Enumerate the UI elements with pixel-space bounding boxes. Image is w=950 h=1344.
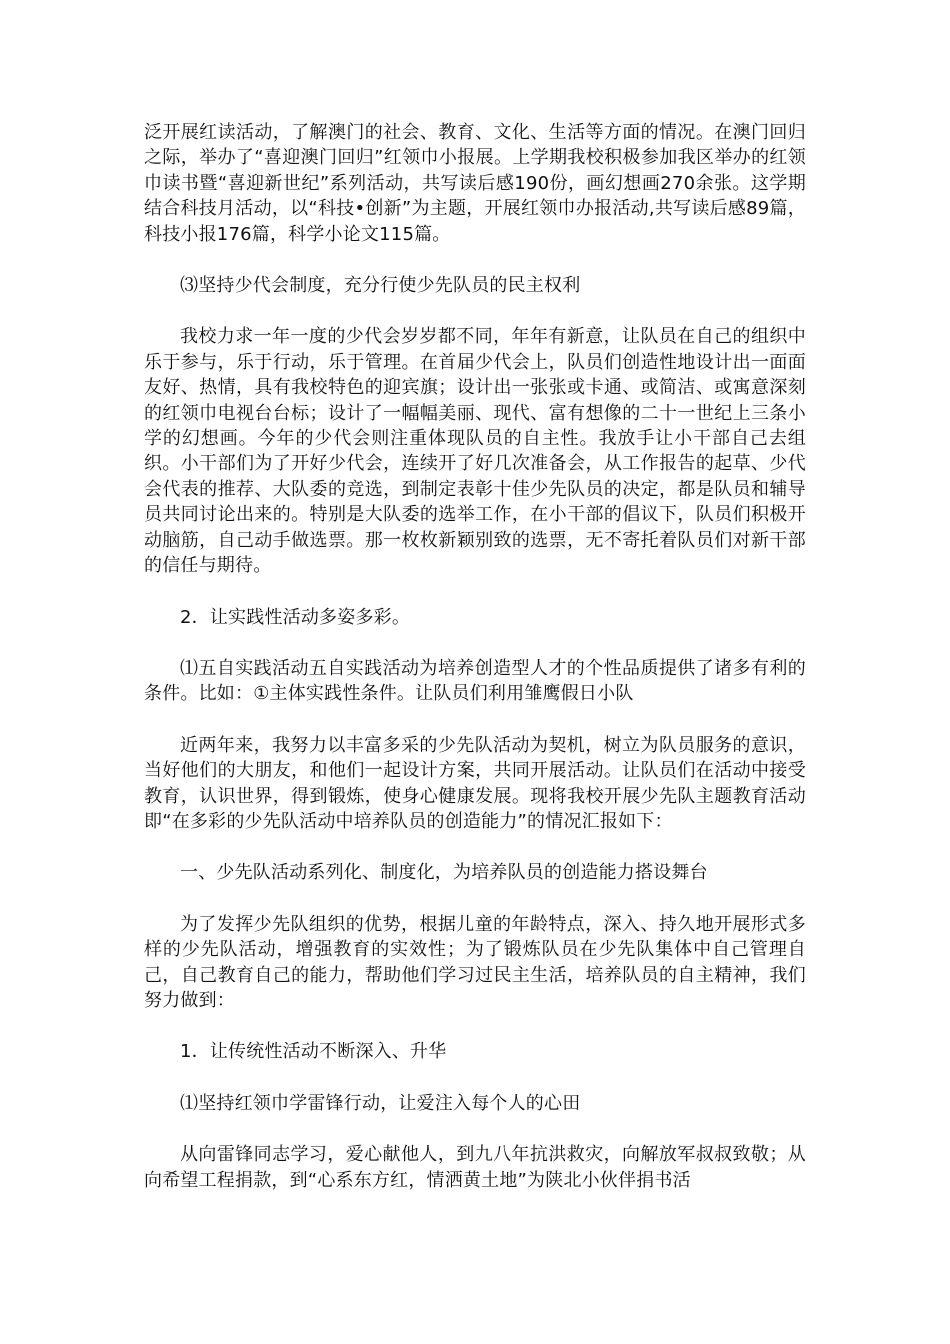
heading-youth-congress: ⑶坚持少代会制度，充分行使少先队员的民主权利 (180, 275, 581, 297)
document-page (144, 120, 806, 1219)
heading-traditional-activities: 1．让传统性活动不断深入、升华 (180, 1041, 447, 1063)
heading-section-one: 一、少先队活动系列化、制度化，为培养队员的创造能力搭设舞台 (180, 862, 708, 884)
heading-learn-from-leifeng: ⑴坚持红领巾学雷锋行动，让爱注入每个人的心田 (180, 1092, 581, 1114)
paragraph-intro-report: 近两年来，我努力以丰富多采的少先队活动为契机，树立为队员服务的意识，当好他们的大朋友，和他们一起设计方案，共同开展活动。让队员们在活动中接受教育，认识世界，得到锻炼，使身心健康发展。现将我校开展少先队主题教育活动即“在多彩的少先队活动中培养队员的创造能力”的情况汇报如下： (144, 734, 806, 832)
paragraph-leifeng-actions: 从向雷锋同志学习，爱心献他人，到九八年抗洪救灾，向解放军叔叔致敬；从向希望工程捐款，到“心系东方红，情洒黄土地”为陕北小伙伴捐书活 (144, 1144, 806, 1191)
paragraph-five-self-practice: ⑴五自实践活动五自实践活动为培养创造型人才的个性品质提供了诸多有利的条件。比如：①主体实践性条件。让队员们利用雏鹰假日小队 (144, 657, 806, 705)
heading-practice-activities: 2．让实践性活动多姿多彩。 (180, 606, 411, 628)
paragraph-youth-congress: 我校力求一年一度的少代会岁岁都不同，年年有新意，让队员在自己的组织中乐于参与，乐于行动，乐于管理。在首届少代会上，队员们创造性地设计出一面面友好、热情，具有我校特色的迎宾旗；设计出一张张或卡通、或简洁、或寓意深刻的红领巾电视台台标；设计了一幅幅美丽、现代、富有想像的二十一世纪上三条小学的幻想画。今年的少代会则注重体现队员的自主性。我放手让小干部自己去组织。小干部们为了开好少代会，连续开了好几次准备会，从工作报告的起草、少代会代表的推荐、大队委的竞选，到制定表彰十佳少先队员的决定，都是队员和辅导员共同讨论出来的。特别是大队委的选举工作，在小干部的倡议下，队员们积极开动脑筋，自己动手做选票。那一枚枚新颖别致的选票，无不寄托着队员们对新干部的信任与期待。 (144, 326, 806, 577)
paragraph-organization-advantage: 为了发挥少先队组织的优势，根据儿童的年龄特点，深入、持久地开展形式多样的少先队活动，增强教育的实效性；为了锻炼队员在少先队集体中自己管理自己，自己教育自己的能力，帮助他们学习过民主生活，培养队员的自主精神，我们努力做到： (144, 913, 806, 1011)
paragraph-red-reading: 泛开展红读活动，了解澳门的社会、教育、文化、生活等方面的情况。在澳门回归之际，举办了“喜迎澳门回归”红领巾小报展。上学期我校积极参加我区举办的红领巾读书暨“喜迎新世纪”系列活动，共写读后感190份，画幻想画270余张。这学期结合科技月活动，以“科技•创新”为主题，开展红领巾办报活动,共写读后感89篇，科技小报176篇，科学小论文115篇。 (144, 122, 806, 245)
